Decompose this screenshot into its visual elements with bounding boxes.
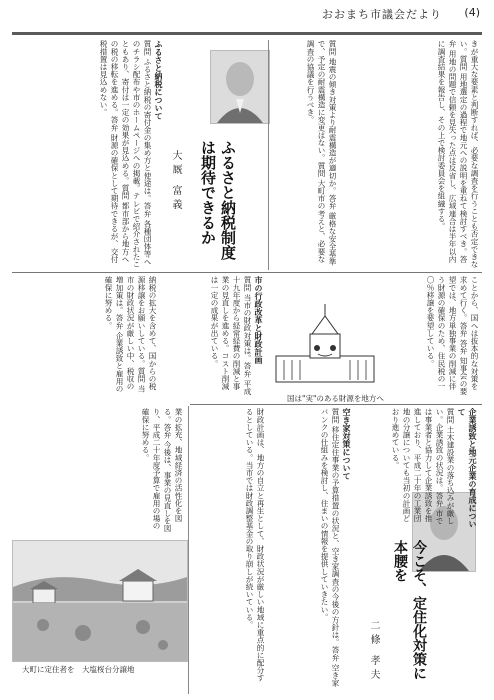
column-c1 <box>368 276 480 396</box>
column-text: 業の拡充、地域経済の活性化を図る。答弁 今後は、事業の見直しを図り、平成二十年度予算で雇用の場の確保に努める。 <box>141 408 183 533</box>
column-c4 <box>190 408 266 688</box>
nijo-headline: 今こそ、定住化対策に本腰を <box>392 540 427 680</box>
page-number: (4) <box>464 6 480 19</box>
kimura-name: 大厩 富義 <box>170 150 181 214</box>
column-text: 質問 地震の傾き対策より耐震構造が適切か。答弁 厳格な安全基準で、予定の耐震構造に変更はない。質問 大町市の考えと、必要な調査の協議を行うべき。 <box>306 40 337 266</box>
kimura-subhead-2: 市の行政改革と財政計画 <box>254 276 263 364</box>
newsletter-title: おおまち市議会だより <box>322 8 442 21</box>
column-rule <box>268 40 269 270</box>
column-c3 <box>12 276 158 396</box>
page-header <box>0 0 494 30</box>
photo-caption: 大町に定住者を 大塩桜台分譲地 <box>22 665 135 674</box>
column-text: ことから、国へは抜本的な対策を求めて行く。答弁 答弁 知事会の要望では、地方単独事業の削減に伴う財源の確保のため、住民税の一〇％移譲を要望している。 <box>426 276 479 395</box>
portrait-photo <box>210 50 270 124</box>
column-c5 <box>12 408 184 536</box>
nijo-article-text <box>356 408 478 528</box>
illustration-caption: 国は"実"のある財源を地方へ <box>287 394 384 403</box>
section-divider <box>190 404 482 405</box>
nijo-body-2: 質問 移住定住事業の予算措置の状況と、空き家調査の今後の方針は。答弁 空き家バンクの仕組みを検討し、住まいの情報を提供していきたい。 <box>320 408 340 687</box>
nijo-article-text-2 <box>270 408 352 688</box>
kimura-body-2: 質問 当市の財政対策は。答弁 平成十九年度から経常経費の削減と事業の見直しを進める。コスト削減は一定の成果が出ている。 <box>210 276 252 395</box>
nijo-body: 質問 土木建設業の落ち込みが厳しい。企業誘致の状況は。答弁 市では事業者と協力して企業誘致を推進しており、平成二十年の工業団地の分譲についても当初の計画どおり進めている。 <box>391 408 455 525</box>
column-rule <box>188 406 189 694</box>
nijo-name: 二條 孝夫 <box>368 620 379 684</box>
kimura-body: 質問 ふるさと納税の寄付金の集め方と使途は。答弁 各種団体等へのチラシ配布や市のホームページへの掲載。テレビで紹介されたこともあり、寄付は一定の効果が見込める。質問 都市部から地方への税の移転を進める。答弁 財源の確保として期待できるが、交付税措置は見込めない。 <box>99 40 152 268</box>
column-text: 納税の拡大を含めて、国からの税源移譲をお願いしている。質問 当市の財政状況が厳しい中、税収の増加策は。答弁 企業誘致と雇用の確保に努める。 <box>104 276 157 393</box>
header-rule <box>12 32 482 35</box>
subdivision-photo <box>12 540 188 662</box>
kimura-article-text-2 <box>164 276 264 396</box>
article-body: きが重大な要素と判断すれば、必要な調査を行うことも否定できない。質問 用地選定の過程で地元への説明を重ねて検討すべき。答弁 用地の問題で信頼を見失った点は反省し、広域連合は半年以内に調査結果を報告し、その上で検討委員会を組織する。 <box>437 40 479 268</box>
kimura-article-text <box>12 40 164 268</box>
nijo-subhead: 企業誘致と地元企業の育成について <box>457 408 477 528</box>
kimura-subhead: ふるさと納税について <box>154 40 163 120</box>
section-divider <box>12 272 482 273</box>
kimura-headline: ふるさと納税制度は期待できるか <box>199 140 237 260</box>
column-text: 財政計画は、地方の自立と再生として、財政状況が厳しい地域に重点的に配分するとしている。当市では財政調整基金の取り崩しが続いている。 <box>245 408 265 682</box>
nijo-subhead-2: 空き家対策について <box>342 408 351 480</box>
diet-building-illustration <box>270 298 380 390</box>
article-top-right-text <box>344 40 480 268</box>
middle-column-text <box>272 40 338 268</box>
